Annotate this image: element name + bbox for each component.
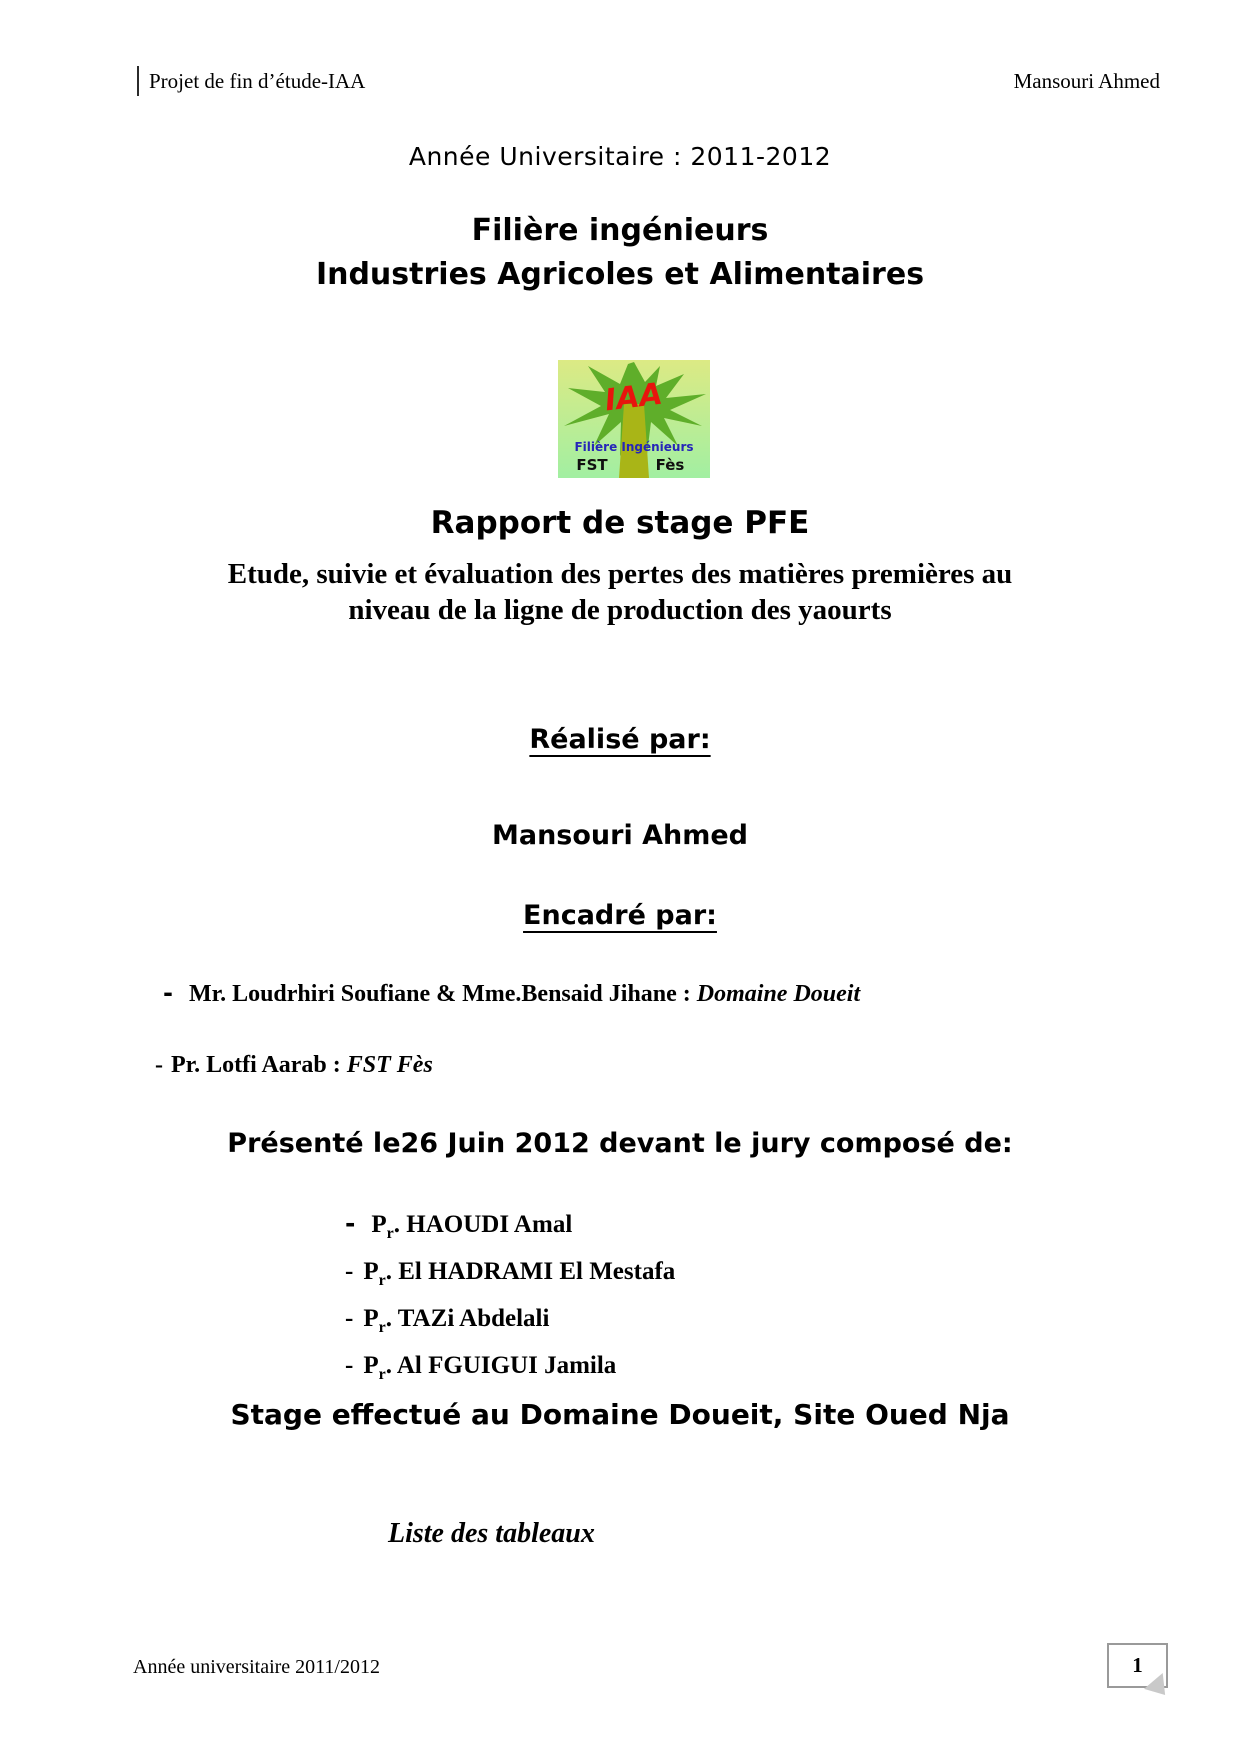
logo-caption: Filière Ingénieurs <box>574 440 694 454</box>
supervised-by-heading: Encadré par: <box>523 900 717 931</box>
footer-academic-year: Année universitaire 2011/2012 <box>133 1656 380 1678</box>
jury-3-prefix: P <box>363 1305 379 1332</box>
report-type-title: Rapport de stage PFE <box>430 505 810 541</box>
page-number: 1 <box>1132 1653 1143 1677</box>
jury-member-row <box>345 1253 675 1300</box>
program-line-2: Industries Agricoles et Alimentaires <box>315 257 925 292</box>
jury-list <box>345 1205 675 1394</box>
jury-1-name: HAOUDI Amal <box>406 1211 573 1238</box>
jury-2-name: El HADRAMI El Mestafa <box>398 1258 676 1285</box>
advisor-line-1 <box>163 979 860 1008</box>
jury-3-dot: . <box>385 1305 398 1332</box>
jury-4-prefix: P <box>363 1352 379 1379</box>
internship-location-line: Stage effectué au Domaine Doueit, Site Oued Nja <box>230 1398 1010 1431</box>
advisor-1-names: Mr. Loudrhiri Soufiane & Mme.Bensaid Jihane : <box>188 981 697 1007</box>
thesis-title-line-1: Etude, suivie et évaluation des pertes des matières premières au <box>227 558 1013 590</box>
list-of-tables-heading: Liste des tableaux <box>388 1518 595 1549</box>
jury-4-dash: - <box>345 1352 354 1379</box>
thesis-title <box>0 556 1240 628</box>
jury-4-dot: . <box>385 1352 397 1379</box>
jury-2-dash: - <box>345 1258 354 1285</box>
jury-member-row <box>345 1347 675 1394</box>
jury-3-prefix-sub: r <box>378 1319 386 1336</box>
author-name: Mansouri Ahmed <box>491 820 748 851</box>
logo-city: Fès <box>655 456 685 474</box>
program-line-1: Filière ingénieurs <box>471 213 769 248</box>
page-number-badge <box>1107 1643 1168 1688</box>
jury-3-name: TAZi Abdelali <box>397 1305 550 1332</box>
logo-acronym: IAA <box>602 376 665 419</box>
jury-1-dash: - <box>345 1209 356 1238</box>
jury-4-name: Al FGUIGUI Jamila <box>396 1352 617 1379</box>
jury-member-row <box>345 1205 675 1253</box>
jury-1-prefix: P <box>371 1211 387 1238</box>
advisor-2-names: Pr. Lotfi Aarab : <box>171 1052 347 1078</box>
jury-1-prefix-sub: r <box>386 1225 394 1242</box>
iaa-logo <box>558 360 710 478</box>
logo-school: FST <box>576 456 608 474</box>
jury-member-row <box>345 1300 675 1347</box>
advisor-1-affiliation: Domaine Doueit <box>696 981 861 1007</box>
advisor-2-affiliation: FST Fès <box>346 1052 433 1078</box>
jury-1-dot: . <box>393 1211 407 1238</box>
advisor-line-2 <box>155 1052 433 1079</box>
jury-2-prefix-sub: r <box>378 1272 386 1289</box>
jury-3-dash: - <box>345 1305 354 1332</box>
header-right-author: Mansouri Ahmed <box>1013 69 1160 93</box>
defense-date-line: Présenté le26 Juin 2012 devant le jury composé de: <box>227 1128 1013 1159</box>
jury-4-prefix-sub: r <box>378 1366 386 1383</box>
advisor-1-dash: - <box>163 979 173 1007</box>
thesis-title-line-2: niveau de la ligne de production des yaourts <box>348 594 892 626</box>
page-curl-icon <box>1144 1673 1168 1695</box>
realized-by-heading: Réalisé par: <box>529 724 711 755</box>
advisor-2-dash: - <box>155 1052 163 1078</box>
jury-2-dot: . <box>385 1258 399 1285</box>
iaa-logo-graphic <box>558 360 710 478</box>
page-header <box>137 66 1160 96</box>
header-left-title: Projet de fin d’étude-IAA <box>137 66 365 96</box>
academic-year-line: Année Universitaire : 2011-2012 <box>408 142 832 171</box>
jury-2-prefix: P <box>363 1258 379 1285</box>
